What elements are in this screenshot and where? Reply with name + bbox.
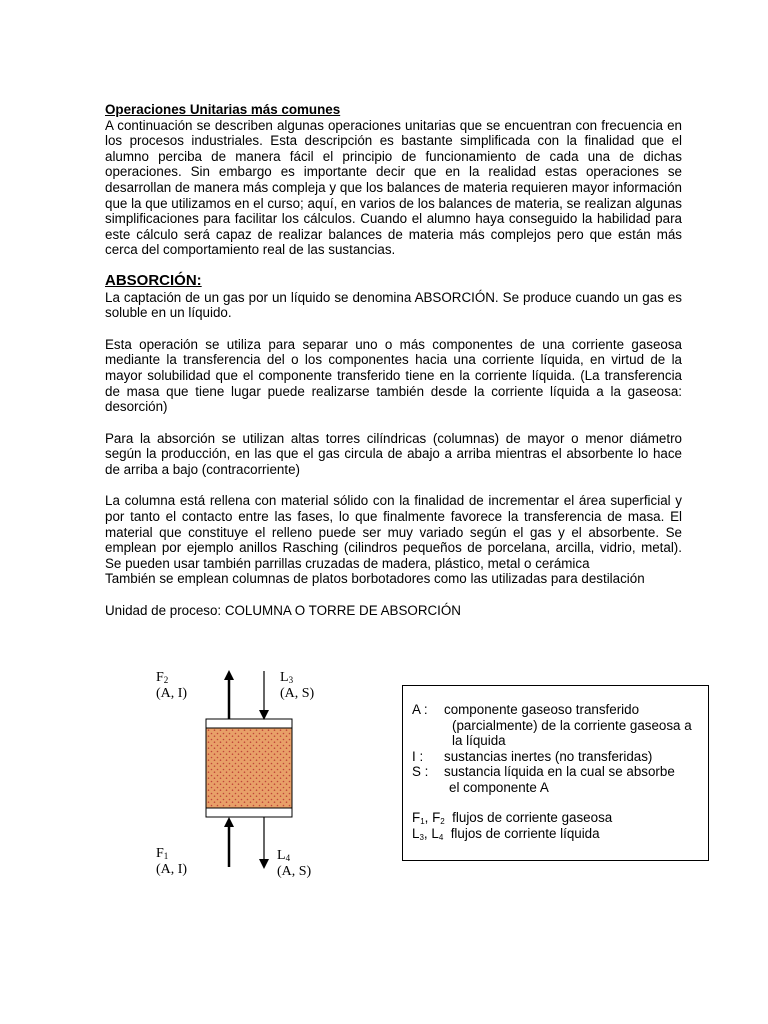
label-f1: $F_1$ (A, I) <box>156 846 188 877</box>
absorcion-paragraph-5: También se emplean columnas de platos borbotadores como las utilizadas para destilación <box>105 571 645 587</box>
absorcion-paragraph-3: Para la absorción se utilizan altas torres cilíndricas (columnas) de mayor o menor diámetro según la producción, en las que el gas circula de abajo a arriba mientras el absorbente lo hace de arriba a bajo (contracorriente) <box>105 430 682 477</box>
legend-row-f: $F_1$, $F_2$ flujos de corriente gaseosa <box>412 810 613 826</box>
label-l4: $L_4$ (A, S) <box>277 848 312 879</box>
legend-row-s: S : sustancia líquida en la cual se absorbe <box>412 764 675 779</box>
process-unit-caption: Unidad de proceso: COLUMNA O TORRE DE ABSORCIÓN <box>105 603 461 619</box>
legend-row-a: A : componente gaseoso transferido <box>412 702 640 717</box>
absorcion-paragraph-1: La captación de un gas por un líquido se denomina ABSORCIÓN. Se produce cuando un gas es soluble en un líquido. <box>105 289 682 321</box>
legend-row-l: $L_3$, $L_4$ flujos de corriente líquida <box>412 825 600 842</box>
absorcion-paragraph-4: La columna está rellena con material sólido con la finalidad de incrementar el área superficial y por tanto el contacto entre las fases, lo que finalmente favorece la transferencia de masa. El material que constituye el relleno puede ser muy variado según el gas y el absorbente. Se emplean por ejemplo anillos Rasching (cilindros pequeños de porcelana, arcilla, vidrio, metal). Se pueden usar también parrillas cruzadas de madera, plástico, metal o cerámica <box>105 493 682 571</box>
intro-paragraph: A continuación se describen algunas operaciones unitarias que se encuentran con frecuencia en los procesos industriales. Esta descripción es bastante simplificada con la finalidad que el alumno perciba de manera fácil el principio de funcionamiento de cada una de dichas operaciones. Sin embargo es importante decir que en la realidad estas operaciones se desarrollan de manera más compleja y que los balances de materia requieren mayor información que la que utilizamos en el curso; aquí, en varios de los balances de materia, se realizan algunas simplificaciones para facilitar los cálculos. Cuando el alumno haya conseguido la habilidad para este cálculo será capaz de realizar balances de materia más complejos pero que están más cerca del comportamiento real de las sustancias. <box>105 117 682 258</box>
document-body <box>105 102 682 619</box>
column-top-cap <box>206 719 292 728</box>
column-bottom-cap <box>206 808 292 817</box>
label-l3: $L_3$ (A, S) <box>280 670 315 701</box>
label-f2: $F_2$ (A, I) <box>156 670 188 701</box>
absorcion-heading: ABSORCIÓN: <box>105 271 202 289</box>
absorcion-paragraph-2: Esta operación se utiliza para separar uno o más componentes de una corriente gaseosa mediante la transferencia del o los componentes hacia una corriente líquida, en virtud de la mayor solubilidad que el componente transferido tiene en la corriente líquida. (La transferencia de masa que tiene lugar puede realizarse también desde la corriente líquida a la gaseosa: desorción) <box>105 336 682 415</box>
legend-box: A : componente gaseoso transferido (parcialmente) de la corriente gaseosa a la líquida I : sustancias inertes (no transferidas) S : sustancia líquida en la cual se absorbe el componente A $F_1$, $F_2$ flujos de corriente gaseosa $L_3$, $L_4$ flujos de corriente líquida <box>402 685 709 861</box>
section-title: Operaciones Unitarias más comunes <box>105 102 341 117</box>
column-packing <box>206 728 292 808</box>
legend-row-i: I : sustancias inertes (no transferidas) <box>412 748 653 764</box>
